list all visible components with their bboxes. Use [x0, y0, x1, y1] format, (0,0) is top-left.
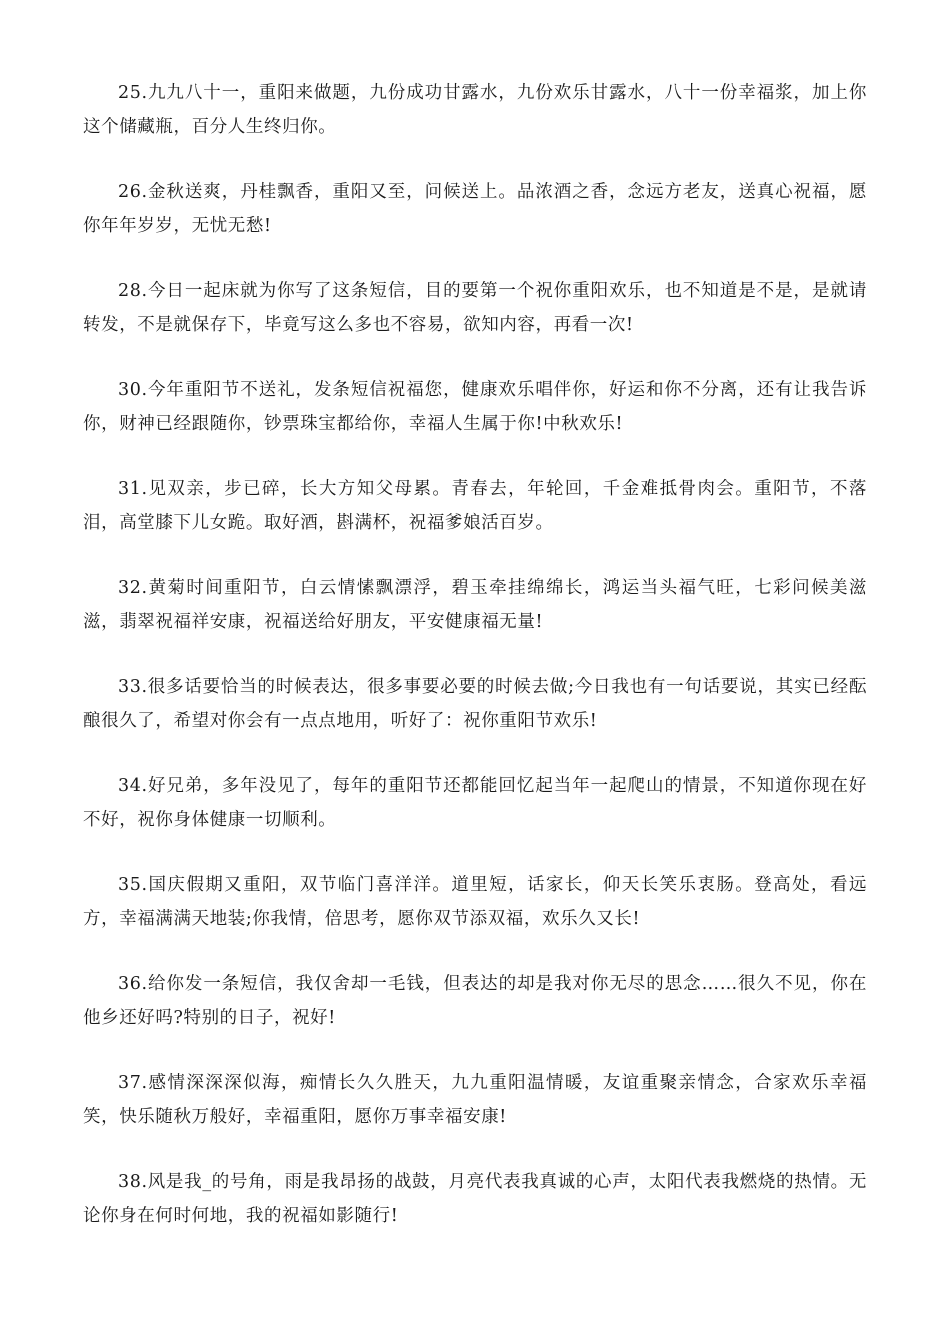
paragraph-32: 32.黄菊时间重阳节，白云情愫飘漂浮，碧玉牵挂绵绵长，鸿运当头福气旺，七彩问候美滋滋，翡翠祝福祥安康，祝福送给好朋友，平安健康福无量! [83, 578, 867, 632]
document-body [83, 76, 867, 1264]
paragraph-37: 37.感情深深深似海，痴情长久久胜天，九九重阳温情暖，友谊重聚亲情念，合家欢乐幸福笑，快乐随秋万般好，幸福重阳，愿你万事幸福安康! [83, 1073, 867, 1127]
paragraph-35: 35.国庆假期又重阳，双节临门喜洋洋。道里短，话家长，仰天长笑乐衷肠。登高处，看远方，幸福满满天地装;你我情，倍思考，愿你双节添双福，欢乐久又长! [83, 875, 867, 929]
paragraph-38: 38.风是我_的号角，雨是我昂扬的战鼓，月亮代表我真诚的心声，太阳代表我燃烧的热情。无论你身在何时何地，我的祝福如影随行! [83, 1172, 867, 1226]
paragraph-25: 25.九九八十一，重阳来做题，九份成功甘露水，九份欢乐甘露水，八十一份幸福浆，加上你这个储藏瓶，百分人生终归你。 [83, 83, 867, 137]
paragraph-31: 31.见双亲，步已碎，长大方知父母累。青春去，年轮回，千金难抵骨肉会。重阳节，不落泪，高堂膝下儿女跪。取好酒，斟满杯，祝福爹娘活百岁。 [83, 479, 867, 533]
paragraph-26: 26.金秋送爽，丹桂飘香，重阳又至，问候送上。品浓酒之香，念远方老友，送真心祝福，愿你年年岁岁，无忧无愁! [83, 182, 867, 236]
paragraph-33: 33.很多话要恰当的时候表达，很多事要必要的时候去做;今日我也有一句话要说，其实已经酝酿很久了，希望对你会有一点点地用，听好了：祝你重阳节欢乐! [83, 677, 867, 731]
paragraph-28: 28.今日一起床就为你写了这条短信，目的要第一个祝你重阳欢乐，也不知道是不是，是就请转发，不是就保存下，毕竟写这么多也不容易，欲知内容，再看一次! [83, 281, 867, 335]
paragraph-36: 36.给你发一条短信，我仅舍却一毛钱，但表达的却是我对你无尽的思念……很久不见，你在他乡还好吗?特别的日子，祝好! [83, 974, 867, 1028]
paragraph-34: 34.好兄弟，多年没见了，每年的重阳节还都能回忆起当年一起爬山的情景，不知道你现在好不好，祝你身体健康一切顺利。 [83, 776, 867, 830]
paragraph-30: 30.今年重阳节不送礼，发条短信祝福您，健康欢乐唱伴你，好运和你不分离，还有让我告诉你，财神已经跟随你，钞票珠宝都给你，幸福人生属于你!中秋欢乐! [83, 380, 867, 434]
